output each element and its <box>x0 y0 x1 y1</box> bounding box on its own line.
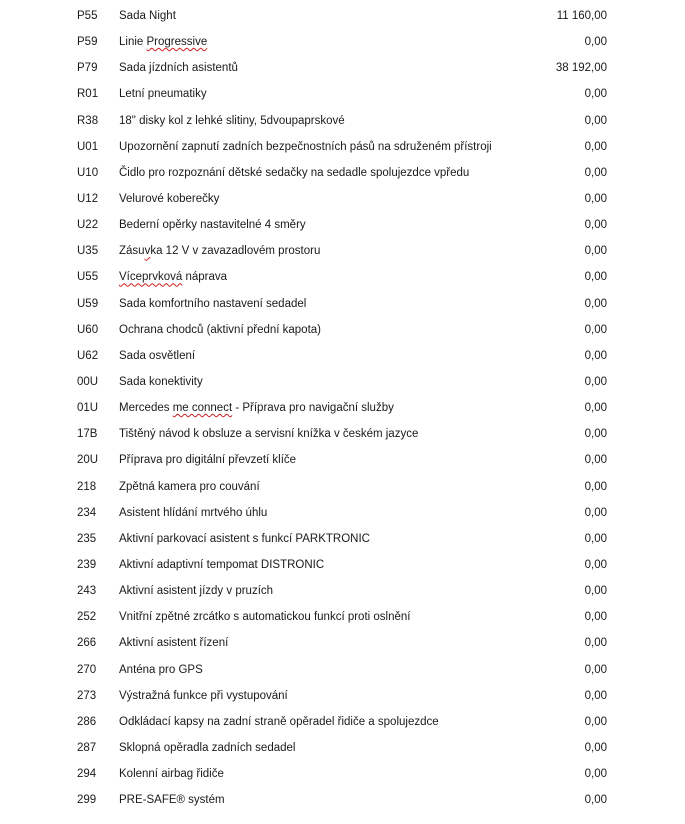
table-row <box>0 160 685 186</box>
table-row <box>0 343 685 369</box>
option-description: Upozornění zapnutí zadních bezpečnostních pásů na sdruženém přístroji <box>119 140 492 153</box>
option-price: 0,00 <box>584 480 607 493</box>
option-description: Aktivní asistent řízení <box>119 637 229 650</box>
option-description: Zpětná kamera pro couvání <box>119 480 260 493</box>
description-text: - Příprava pro navigační služby <box>232 402 394 415</box>
option-description <box>119 264 227 290</box>
option-description <box>119 238 320 264</box>
option-code: 287 <box>77 741 97 754</box>
option-price: 0,00 <box>584 349 607 362</box>
option-code: P79 <box>77 62 98 75</box>
option-description: Aktivní adaptivní tempomat DISTRONIC <box>119 558 325 571</box>
options-price-list <box>0 3 685 813</box>
option-code: U60 <box>77 323 99 336</box>
option-price: 0,00 <box>584 219 607 232</box>
option-code: 235 <box>77 532 97 545</box>
option-price: 0,00 <box>584 36 607 49</box>
option-code: P55 <box>77 10 98 22</box>
table-row <box>0 212 685 238</box>
option-code: U01 <box>77 140 99 153</box>
option-description: Aktivní parkovací asistent s funkcí PARKTRONIC <box>119 532 370 545</box>
option-price: 0,00 <box>584 140 607 153</box>
table-row <box>0 683 685 709</box>
option-description: Odkládací kapsy na zadní straně opěradel řidiče a spolujezdce <box>119 715 439 728</box>
option-description: Čidlo pro rozpoznání dětské sedačky na sedadle spolujezdce vpředu <box>119 166 470 179</box>
option-description: Sada konektivity <box>119 375 203 388</box>
option-description: Vnitřní zpětné zrcátko s automatickou funkcí proti oslnění <box>119 611 411 624</box>
option-price: 0,00 <box>584 637 607 650</box>
table-row <box>0 421 685 447</box>
option-price: 11 160,00 <box>556 10 607 22</box>
option-code: U62 <box>77 349 99 362</box>
table-row <box>0 291 685 317</box>
option-code: 266 <box>77 637 97 650</box>
table-row <box>0 395 685 421</box>
table-row <box>0 369 685 395</box>
table-row <box>0 447 685 473</box>
description-text: ka 12 V v zavazadlovém prostoru <box>150 245 321 258</box>
table-row <box>0 735 685 761</box>
option-code: U10 <box>77 166 99 179</box>
option-code: 286 <box>77 715 97 728</box>
option-description <box>119 395 394 421</box>
table-row <box>0 552 685 578</box>
option-price: 0,00 <box>584 585 607 598</box>
option-code: P59 <box>77 36 98 49</box>
option-code: U55 <box>77 271 99 284</box>
option-code: 234 <box>77 506 97 519</box>
option-price: 0,00 <box>584 454 607 467</box>
option-price: 0,00 <box>584 375 607 388</box>
table-row <box>0 317 685 343</box>
table-row <box>0 81 685 107</box>
option-code: U22 <box>77 219 99 232</box>
table-row <box>0 134 685 160</box>
option-price: 0,00 <box>584 428 607 441</box>
option-price: 0,00 <box>584 166 607 179</box>
option-price: 0,00 <box>584 558 607 571</box>
option-description: Anténa pro GPS <box>119 663 203 676</box>
option-description: Bederní opěrky nastavitelné 4 směry <box>119 219 306 232</box>
table-row <box>0 55 685 81</box>
option-price: 0,00 <box>584 271 607 284</box>
table-row <box>0 474 685 500</box>
option-description: Sada komfortního nastavení sedadel <box>119 297 307 310</box>
option-price: 0,00 <box>584 297 607 310</box>
option-code: U12 <box>77 192 99 205</box>
spellcheck-underline: me connect <box>172 402 233 415</box>
option-code: U59 <box>77 297 99 310</box>
table-row <box>0 264 685 290</box>
option-description: Tištěný návod k obsluze a servisní knížka v českém jazyce <box>119 428 419 441</box>
option-description: Sada osvětlení <box>119 349 196 362</box>
description-text: Linie <box>119 36 147 49</box>
option-code: 294 <box>77 768 97 781</box>
option-price: 0,00 <box>584 506 607 519</box>
option-price: 0,00 <box>584 532 607 545</box>
option-code: 17B <box>77 428 98 441</box>
spellcheck-underline: Progressive <box>146 36 208 49</box>
option-description: PRE-SAFE® systém <box>119 794 225 807</box>
option-code: 299 <box>77 794 97 807</box>
option-price: 0,00 <box>584 715 607 728</box>
option-price: 0,00 <box>584 323 607 336</box>
table-row <box>0 604 685 630</box>
table-row <box>0 186 685 212</box>
option-price: 0,00 <box>584 611 607 624</box>
table-row <box>0 709 685 735</box>
option-description: Velurové koberečky <box>119 192 220 205</box>
table-row <box>0 500 685 526</box>
options-table <box>0 3 685 813</box>
option-code: 20U <box>77 454 99 467</box>
table-row <box>0 761 685 787</box>
option-price: 0,00 <box>584 402 607 415</box>
table-row <box>0 578 685 604</box>
option-description: Výstražná funkce při vystupování <box>119 689 288 702</box>
option-description: Aktivní asistent jízdy v pruzích <box>119 585 274 598</box>
option-code: 218 <box>77 480 97 493</box>
option-description: Asistent hlídání mrtvého úhlu <box>119 506 268 519</box>
description-text: Zásu <box>119 245 145 258</box>
option-code: 01U <box>77 402 99 415</box>
option-description: 18" disky kol z lehké slitiny, 5dvoupaprskové <box>119 114 345 127</box>
option-description: Letní pneumatiky <box>119 88 207 101</box>
option-price: 0,00 <box>584 192 607 205</box>
option-price: 0,00 <box>584 741 607 754</box>
option-description: Sada Night <box>119 10 176 22</box>
option-description: Sklopná opěradla zadních sedadel <box>119 741 296 754</box>
option-code: R01 <box>77 88 99 101</box>
option-description: Kolenní airbag řidiče <box>119 768 224 781</box>
option-price: 0,00 <box>584 663 607 676</box>
table-row <box>0 108 685 134</box>
description-text: Mercedes <box>119 402 173 415</box>
option-price: 0,00 <box>584 114 607 127</box>
spellcheck-underline: Víceprvková <box>119 271 183 284</box>
table-row <box>0 657 685 683</box>
option-price: 38 192,00 <box>555 62 607 75</box>
option-description <box>119 29 207 55</box>
table-row <box>0 3 685 29</box>
option-price: 0,00 <box>584 689 607 702</box>
option-price: 0,00 <box>584 245 607 258</box>
option-description: Sada jízdních asistentů <box>119 62 238 75</box>
option-price: 0,00 <box>584 88 607 101</box>
option-code: 243 <box>77 585 97 598</box>
option-code: 273 <box>77 689 97 702</box>
option-description: Příprava pro digitální převzetí klíče <box>119 454 297 467</box>
table-row <box>0 630 685 656</box>
option-code: 252 <box>77 611 97 624</box>
description-text: náprava <box>182 271 228 284</box>
table-row <box>0 526 685 552</box>
option-code: 270 <box>77 663 97 676</box>
table-row <box>0 787 685 813</box>
table-row <box>0 29 685 55</box>
option-description: Ochrana chodců (aktivní přední kapota) <box>119 323 322 336</box>
option-code: R38 <box>77 114 99 127</box>
option-price: 0,00 <box>584 768 607 781</box>
option-code: U35 <box>77 245 99 258</box>
spellcheck-underline: v <box>144 245 151 258</box>
option-code: 00U <box>77 375 99 388</box>
option-code: 239 <box>77 558 97 571</box>
option-price: 0,00 <box>584 794 607 807</box>
table-row <box>0 238 685 264</box>
